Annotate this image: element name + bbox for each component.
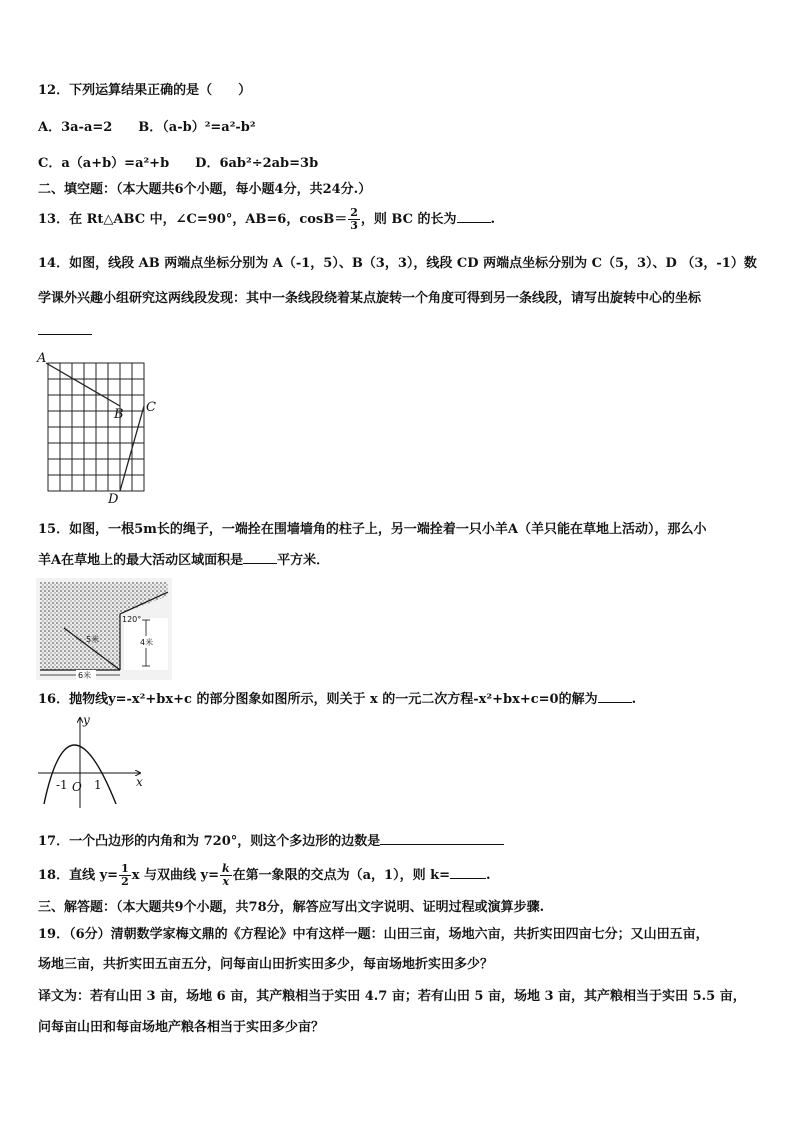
q13-fraction (348, 207, 360, 232)
q13-post: ，则 BC 的长为 (360, 212, 457, 227)
label-1: 1 (94, 778, 102, 792)
q14-grid-figure (36, 350, 166, 506)
label-y: y (83, 713, 90, 727)
q15-line2-post: 平方米． (277, 553, 330, 568)
q18-mid1: x 与双曲线 y= (131, 868, 219, 883)
label-120: 120° (122, 615, 142, 624)
q13 (38, 206, 495, 234)
q13-frac-num: 2 (350, 206, 358, 219)
q19-line1: 19．（6分）清朝数学家梅文鼎的《方程论》中有这样一题：山田三亩，场地六亩，共折实田四亩七分；又山田五亩， (38, 927, 709, 942)
q13-pre: 13．在 Rt△ABC 中，∠C=90°，AB=6，cosB＝ (38, 212, 348, 227)
q14-line2: 学课外兴趣小组研究这两线段发现：其中一条线段绕着某点旋转一个角度可得到另一条线段，请写出旋转中心的坐标 (38, 291, 702, 306)
q18-frac2 (220, 863, 232, 888)
q18 (38, 858, 491, 894)
q18-end: . (486, 868, 491, 883)
q17 (38, 832, 504, 851)
q17-answer-blank[interactable] (380, 832, 504, 845)
q18-mid2: 在第一象限的交点为（a，1），则 k= (232, 868, 451, 883)
q16-parabola-figure (36, 712, 156, 812)
label-6m: 6米 (78, 671, 92, 680)
q13-end: . (490, 212, 496, 227)
q18-frac2-num: k (221, 862, 230, 875)
q15-line2-pre: 羊A在草地上的最大活动区域面积是 (38, 553, 244, 568)
q14-line1: 14．如图，线段 AB 两端点坐标分别为 A（-1，5）、B（3，3），线段 CD 两端点坐标分别为 C（5，3）、D （3，-1）数 (38, 256, 757, 271)
q17-text: 17．一个凸边形的内角和为 720°，则这个多边形的边数是 (38, 834, 381, 849)
q16-pre: 16．抛物线y=-x²+bx+c 的部分图象如图所示，则关于 x 的一元二次方程-x²+bx+c=0的解为 (38, 692, 598, 707)
q18-frac2-den: x (222, 875, 230, 888)
label-d: D (108, 492, 119, 506)
label-b: B (114, 407, 124, 422)
q15-answer-blank[interactable] (243, 551, 277, 564)
q16-end: . (631, 692, 637, 707)
label-c: C (146, 400, 156, 415)
q18-pre: 18．直线 y= (38, 868, 119, 883)
q15-line2 (38, 551, 329, 570)
q13-answer-blank[interactable] (457, 210, 491, 223)
q19-line4: 问每亩山田和每亩场地产粮各相当于实田多少亩？ (38, 1020, 325, 1035)
label-neg1: -1 (56, 778, 68, 792)
q19-line3: 译文为：若有山田 3 亩，场地 6 亩，其产粮相当于实田 4.7 亩；若有山田 5 亩，场地 3 亩，其产粮相当于实田 5.5 亩， (38, 989, 746, 1004)
section2-title: 二、填空题：（本大题共6个小题，每小题4分，共24分.） (38, 182, 372, 197)
q18-answer-blank[interactable] (450, 866, 486, 879)
q16-stem (38, 690, 636, 709)
section3-title: 三、解答题：（本大题共9个小题，共78分，解答应写出文字说明、证明过程或演算步骤. (38, 900, 545, 915)
q12-options-cd: C．a（a+b）=a²+b D．6ab²÷2ab=3b (38, 156, 319, 171)
label-4m: 4米 (140, 638, 154, 647)
label-5m: 5米 (86, 635, 100, 644)
q12-options-ab: A．3a-a=2 B．（a-b）²=a²-b² (38, 120, 256, 135)
q16-answer-blank[interactable] (598, 690, 632, 703)
q15-grass-figure (36, 578, 172, 680)
label-a: A (37, 351, 47, 366)
q19-line2: 场地三亩，共折实田五亩五分，问每亩山田折实田多少，每亩场地折实田多少？ (38, 957, 494, 972)
q15-line1: 15．如图，一根5m长的绳子，一端拴在围墙墙角的柱子上，另一端拴着一只小羊A（羊只能在草地上活动），那么小 (38, 522, 707, 537)
q12-stem: 12．下列运算结果正确的是（ ） (38, 83, 252, 98)
q18-frac1 (119, 863, 131, 888)
q13-frac-den: 3 (350, 219, 358, 232)
label-origin: O (72, 780, 82, 794)
q14-answer-blank[interactable] (38, 322, 92, 341)
q18-frac1-num: 1 (121, 862, 129, 875)
segment-ab (46, 363, 120, 406)
label-x: x (136, 775, 143, 789)
q18-frac1-den: 2 (121, 875, 129, 888)
